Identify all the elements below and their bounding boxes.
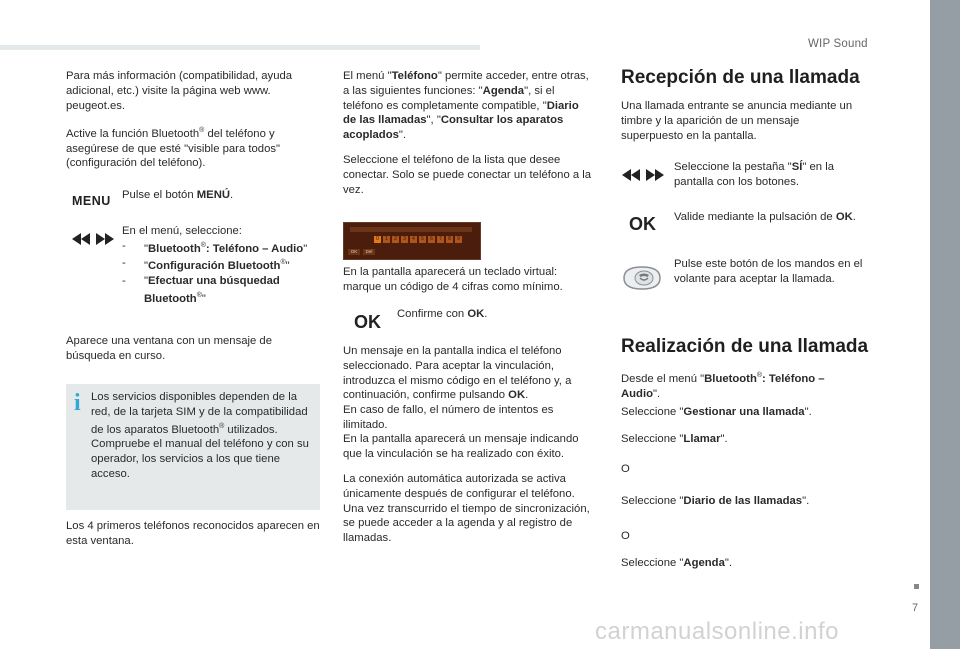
select-contacts: Seleccione "Agenda". xyxy=(621,557,733,569)
pairing-paragraph xyxy=(343,344,595,433)
screen-key: 1 xyxy=(383,236,390,243)
ok-button-icon: OK xyxy=(629,214,656,234)
menu-path-item: - "Efectuar una búsquedad Bluetooth®" xyxy=(122,274,280,305)
header-rule xyxy=(0,45,480,50)
screen-key: 6 xyxy=(428,236,435,243)
screen-key: 8 xyxy=(446,236,453,243)
press-menu-instruction: Pulse el botón MENÚ. xyxy=(122,189,234,201)
heading-receive-call: Recepción de una llamada xyxy=(621,67,860,88)
screen-key: 9 xyxy=(455,236,462,243)
validate-ok-instruction: Valide mediante la pulsación de OK. xyxy=(674,211,856,223)
info-services-paragraph: Los servicios disponibles dependen de la red, de la tarjeta SIM y de la compatibilidad de los aparatos Bluetooth® utilizados. xyxy=(91,391,308,436)
screen-buttons xyxy=(348,249,375,255)
screen-del-key: Del xyxy=(363,249,375,255)
steering-wheel-phone-button-icon xyxy=(620,263,664,298)
or-separator: O xyxy=(621,463,630,475)
first-phones-paragraph: Los 4 primeros teléfonos reconocidos aparecen en esta ventana. xyxy=(66,520,320,547)
select-manage-call: Seleccione "Gestionar una llamada". xyxy=(621,406,812,418)
pairing-failure-note: En caso de fallo, el número de intentos es ilimitado. xyxy=(343,404,554,431)
page-number: 7 xyxy=(912,602,919,614)
screen-key: 5 xyxy=(419,236,426,243)
side-tab-bar xyxy=(930,0,960,649)
pairing-success-paragraph: En la pantalla aparecerá un mensaje indicando que la vinculación se ha realizado con éxito. xyxy=(343,433,579,460)
section-header: WIP Sound xyxy=(808,38,868,50)
select-yes-tab-instruction: Seleccione la pestaña "SÍ" en la pantalla con los botones. xyxy=(674,161,835,188)
heading-make-call: Realización de una llamada xyxy=(621,336,869,357)
select-call-log: Seleccione "Diario de las llamadas". xyxy=(621,495,810,507)
info-check-paragraph: Compruebe el manual del teléfono y con su operador, los servicios a los que tiene acceso. xyxy=(91,438,309,480)
screen-key: 3 xyxy=(401,236,408,243)
or-separator: O xyxy=(621,530,630,542)
auto-connection-paragraph: La conexión automática autorizada se activa únicamente después de configurar el teléfono. Una vez transcurrido el tiempo de sincronización, se puede acceder a la agenda y al registro de llamadas. xyxy=(343,473,590,545)
screen-key: 4 xyxy=(410,236,417,243)
virtual-keyboard-paragraph: En la pantalla aparecerá un teclado virtual: marque un código de 4 cifras como mínimo. xyxy=(343,266,563,293)
screen-ok-key: OK xyxy=(348,249,360,255)
intro-paragraph: Para más información (compatibilidad, ayuda adicional, etc.) visite la página web www. peugeot.es. xyxy=(66,70,293,112)
menu-path-item: - "Bluetooth®: Teléfono – Audio" xyxy=(122,239,308,255)
menu-selection-block xyxy=(122,224,322,306)
screen-key: 2 xyxy=(392,236,399,243)
screen-key: 7 xyxy=(437,236,444,243)
arrows-left-right-icon xyxy=(622,168,664,186)
page-marker xyxy=(914,584,919,589)
activate-bluetooth-paragraph: Active la función Bluetooth® del teléfono y asegúrese de que esté "visible para todos" (configuración del teléfono). xyxy=(66,127,281,170)
incoming-call-paragraph: Una llamada entrante se anuncia mediante un timbre y la aparición de un mensaje superpuesto en la pantalla. xyxy=(621,100,853,142)
select-call: Seleccione "Llamar". xyxy=(621,433,728,445)
select-phone-paragraph: Seleccione el teléfono de la lista que desee conectar. Solo se puede conectar un teléfono a la vez. xyxy=(343,154,592,196)
pairing-message: Un mensaje en la pantalla indica el teléfono seleccionado. Para aceptar la vinculación, introduzca el mismo código en el teléfono y, a continuación, confirme pulsando OK. xyxy=(343,345,572,402)
info-box-text xyxy=(91,390,317,482)
from-menu-instruction: Desde el menú "Bluetooth®: Teléfono – Audio". xyxy=(621,372,825,400)
menu-button-icon: MENU xyxy=(72,194,111,208)
watermark: carmanualsonline.info xyxy=(595,618,839,645)
info-icon: i xyxy=(74,390,81,416)
screen-key: 0 xyxy=(374,236,381,243)
wheel-button-instruction: Pulse este botón de los mandos en el volante para aceptar la llamada. xyxy=(674,258,863,285)
menu-path-item: - "Configuración Bluetooth®" xyxy=(122,257,290,273)
search-window-paragraph: Aparece una ventana con un mensaje de búsqueda en curso. xyxy=(66,335,273,362)
virtual-keyboard-screenshot xyxy=(343,222,481,260)
screen-keypad xyxy=(374,236,462,243)
telephone-menu-paragraph: El menú "Teléfono" permite acceder, entre otras, a las siguientes funciones: "Agenda", si el teléfono es completamente compatible, "Diario de las llamadas", "Consultar los aparatos acoplados". xyxy=(343,70,589,142)
ok-button-icon: OK xyxy=(354,312,381,332)
menu-selection-list xyxy=(122,239,322,306)
menu-selection-intro: En el menú, seleccione: xyxy=(122,225,242,237)
screen-input-bar xyxy=(350,227,472,232)
arrows-left-right-icon xyxy=(72,232,114,250)
confirm-ok-instruction: Confirme con OK. xyxy=(397,308,488,320)
